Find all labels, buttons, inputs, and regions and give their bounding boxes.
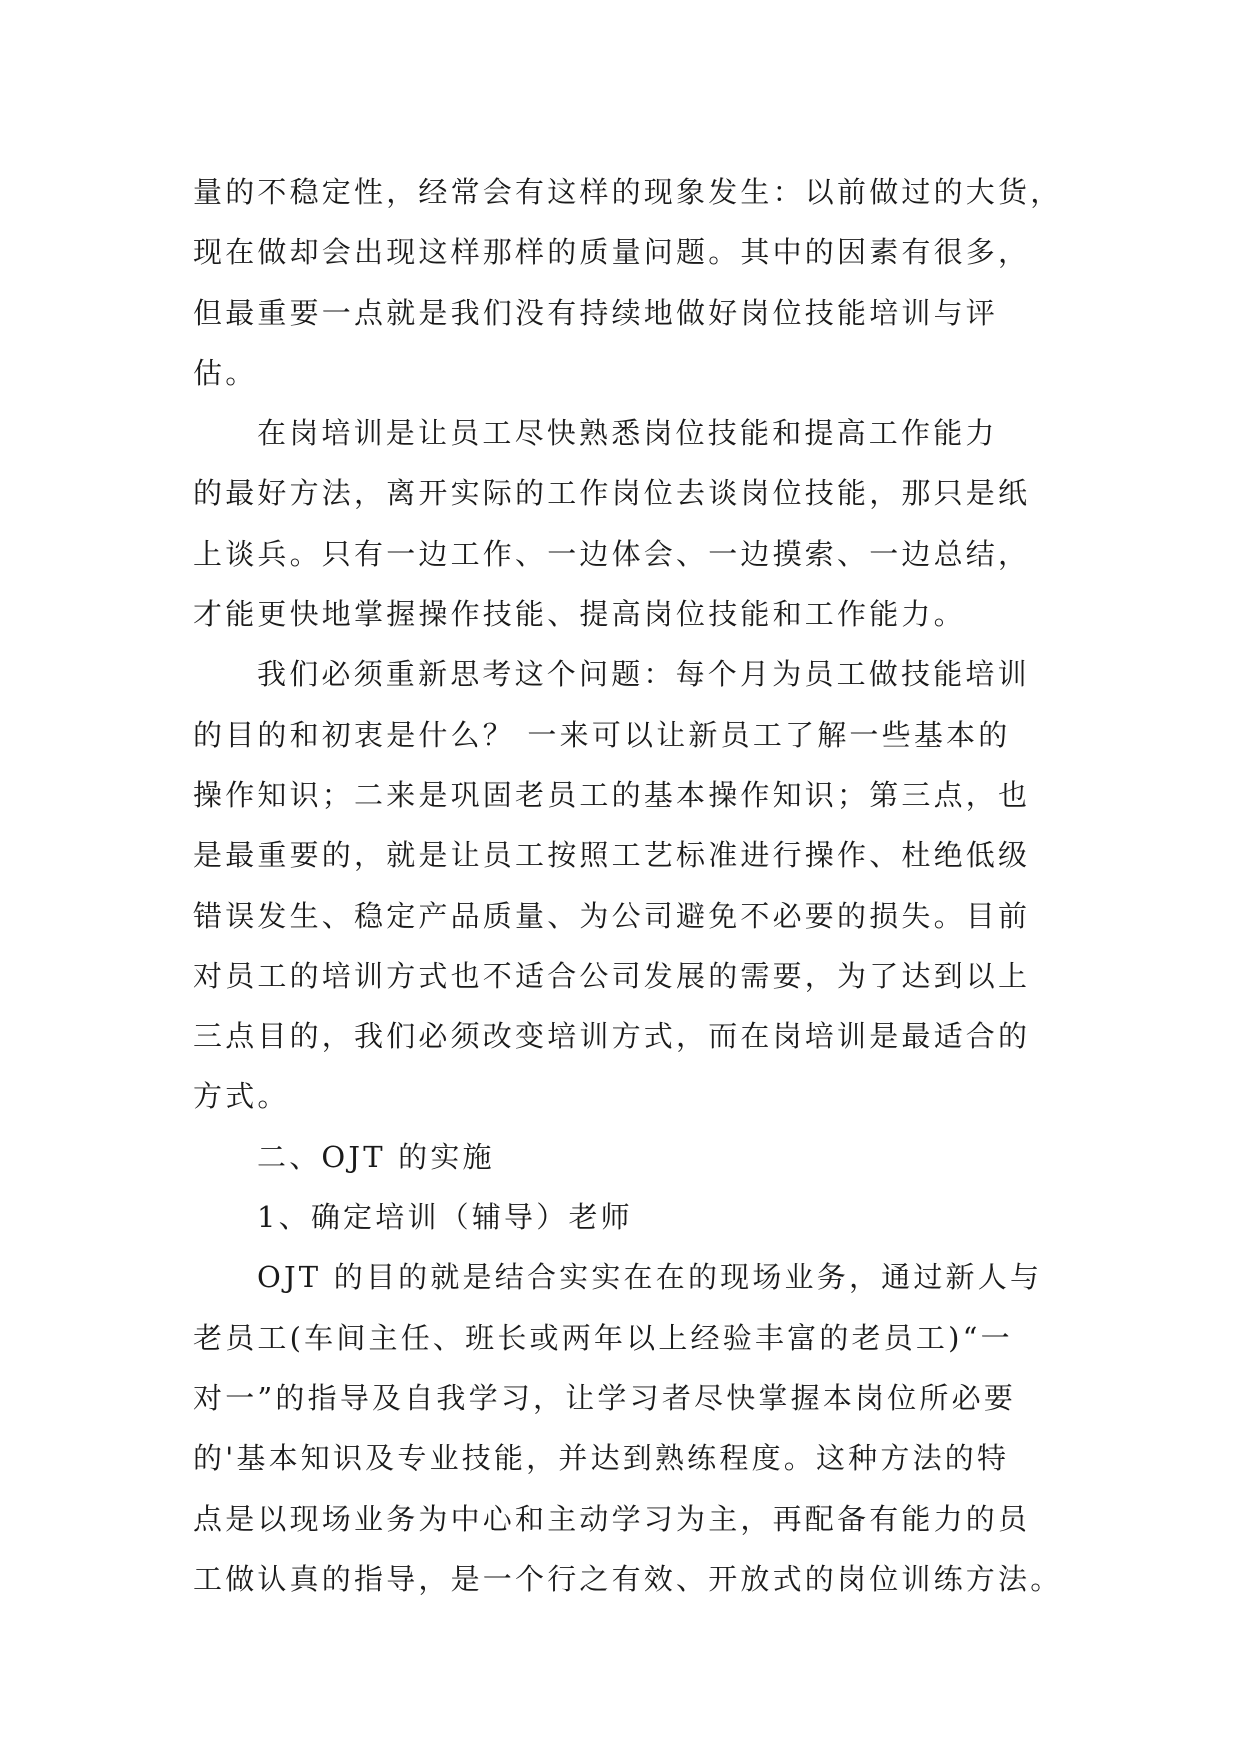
text-line: 的'基本知识及专业技能，并达到熟练程度。这种方法的特 [193,1441,1010,1476]
text-line: 工做认真的指导，是一个行之有效、开放式的岗位训练方法。 [193,1561,1063,1596]
paragraph-start-line: 我们必须重新思考这个问题：每个月为员工做技能培训 [257,657,1030,692]
text-line: 才能更快地掌握操作技能、提高岗位技能和工作能力。 [193,597,966,632]
text-line: 上谈兵。只有一边工作、一边体会、一边摸索、一边总结， [193,536,1031,571]
section-heading: 二、OJT 的实施 [257,1139,495,1174]
text-line: 是最重要的，就是让员工按照工艺标准进行操作、杜绝低级 [193,838,1031,873]
text-line: 但最重要一点就是我们没有持续地做好岗位技能培训与评 [193,295,999,330]
text-line: 的目的和初衷是什么？ 一来可以让新员工了解一些基本的 [193,717,1011,752]
text-line: 三点目的，我们必须改变培训方式，而在岗培训是最适合的 [193,1019,1031,1054]
document-body [193,162,1073,1609]
paragraph-start-line: OJT 的目的就是结合实实在在的现场业务，通过新人与 [257,1260,1043,1295]
paragraph-start-line: 在岗培训是让员工尽快熟悉岗位技能和提高工作能力 [257,416,998,451]
text-line: 现在做却会出现这样那样的质量问题。其中的因素有很多， [193,235,1031,270]
subsection-heading: 1、确定培训（辅导）老师 [257,1200,633,1235]
text-line: 对一”的指导及自我学习，让学习者尽快掌握本岗位所必要 [193,1380,1017,1415]
text-line: 量的不稳定性，经常会有这样的现象发生：以前做过的大货， [193,175,1063,209]
text-line: 老员工(车间主任、班长或两年以上经验丰富的老员工)“一 [193,1320,1013,1355]
text-line: 的最好方法，离开实际的工作岗位去谈岗位技能，那只是纸 [193,476,1031,511]
text-line: 操作知识；二来是巩固老员工的基本操作知识；第三点，也 [193,777,1031,812]
text-line: 错误发生、稳定产品质量、为公司避免不必要的损失。目前 [193,898,1031,933]
text-line: 点是以现场业务为中心和主动学习为主，再配备有能力的员 [193,1501,1031,1536]
text-line: 方式。 [193,1079,290,1114]
text-line: 对员工的培训方式也不适合公司发展的需要，为了达到以上 [193,958,1031,993]
text-line: 估。 [193,355,258,390]
